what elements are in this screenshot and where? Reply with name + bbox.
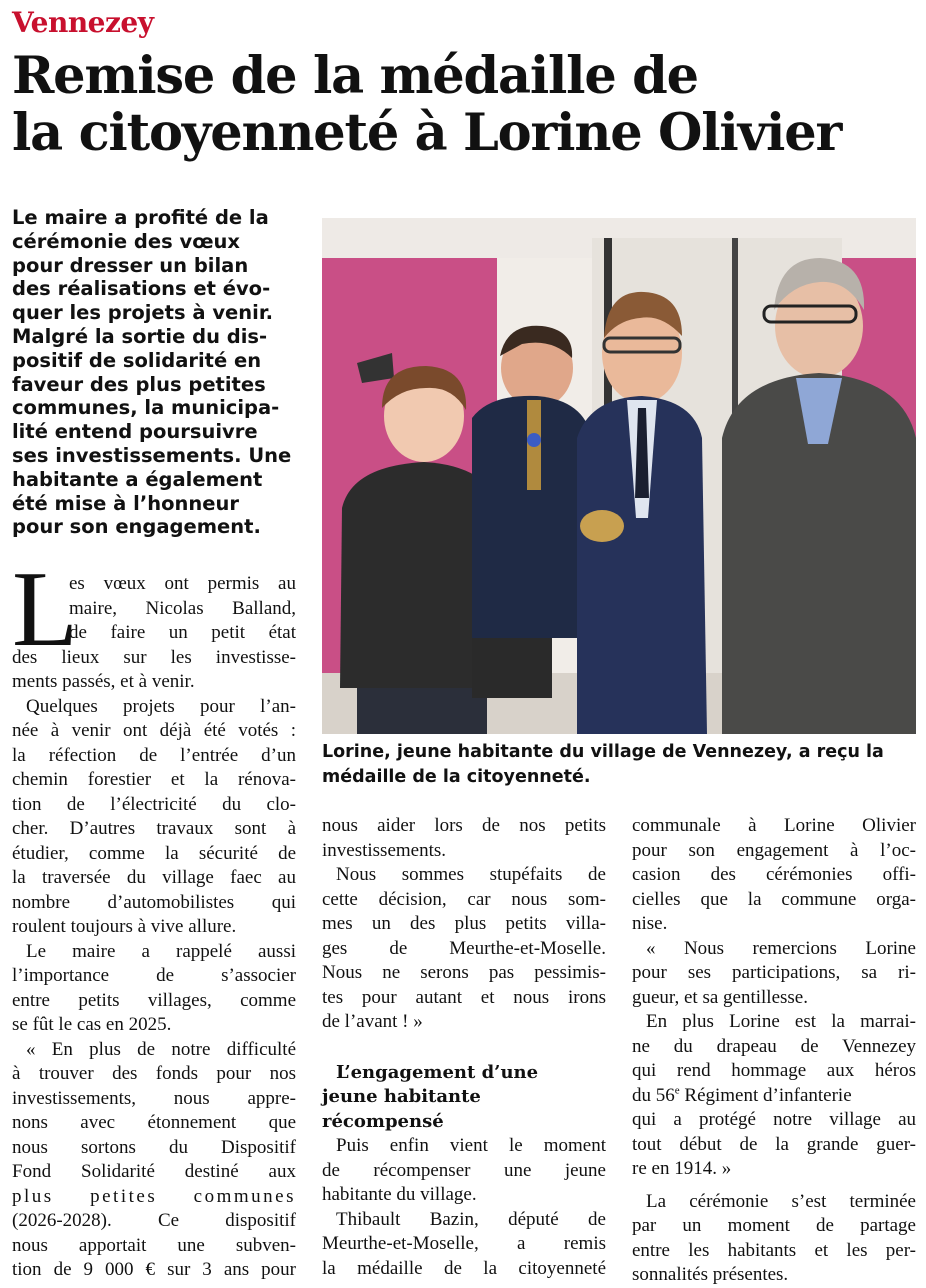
lead-line: été mise à l’honneur: [12, 491, 239, 515]
body-line: pour son engagement à l’oc-: [632, 839, 916, 861]
body-line: qui a protégé notre village au: [632, 1109, 916, 1130]
regiment-number: du 56: [632, 1084, 675, 1106]
body-line: tion de l’électricité du clo-: [12, 793, 296, 815]
body-line: chemin forestier et la rénova-: [12, 769, 296, 790]
ceremony-photo-illustration: [322, 218, 916, 734]
body-line: entre petits villages, comme: [12, 989, 296, 1011]
body-line: tion de 9 000 € sur 3 ans pour: [12, 1259, 296, 1280]
body-line: gueur, et sa gentillesse.: [632, 986, 808, 1008]
lead-line: Le maire a profité de la: [12, 206, 269, 229]
lead-line: faveur des plus petites: [12, 372, 266, 396]
headline-line: Remise de la médaille de: [12, 46, 698, 106]
body-line: de récompenser une jeune: [322, 1159, 606, 1181]
lead-line: Malgré la sortie du dis-: [12, 324, 268, 348]
body-line: ne du drapeau de Vennezey: [632, 1035, 916, 1057]
body-line: communale à Lorine Olivier: [632, 815, 916, 836]
body-line: entre les habitants et les per-: [632, 1239, 916, 1261]
body-line: En plus Lorine est la marrai-: [646, 1011, 916, 1032]
body-line: nous apportait une subven-: [12, 1234, 296, 1256]
article-photo: [322, 218, 916, 734]
body-column-1: [12, 572, 296, 1283]
body-line: plus petites communes: [12, 1185, 296, 1207]
body-line: investissements.: [322, 839, 447, 861]
headline-line: la citoyenneté à Lorine Olivier: [12, 103, 842, 163]
body-column-2: [322, 814, 606, 1281]
body-line: de l’avant ! »: [322, 1011, 423, 1032]
body-line: (2026-2028). Ce dispositif: [12, 1210, 296, 1231]
drop-cap: L: [12, 550, 78, 669]
lead-line: habitante a également: [12, 467, 263, 491]
subheading-line: récompensé: [322, 1110, 444, 1132]
body-line: nombre d’automobilistes qui: [12, 891, 296, 913]
body-line: la réfection de l’entrée d’un: [12, 744, 296, 766]
subheading-line: L’engagement d’une: [336, 1061, 539, 1083]
body-line: habitante du village.: [322, 1184, 477, 1205]
article-headline: [12, 48, 912, 162]
photo-caption: [322, 740, 912, 790]
body-line: es vœux ont permis au: [69, 573, 296, 594]
body-line: la médaille de la citoyenneté: [322, 1257, 606, 1279]
body-line: Fond Solidarité destiné aux: [12, 1161, 296, 1182]
body-line: Quelques projets pour l’an-: [26, 695, 296, 717]
body-line: [632, 1084, 916, 1109]
lead-line: quer les projets à venir.: [12, 301, 274, 325]
body-line: la traversée du village faec au: [12, 867, 296, 888]
lead-line: lité entend poursuivre: [12, 420, 258, 444]
body-line: ges de Meurthe-et-Moselle.: [322, 937, 606, 959]
ordinal-suffix: e: [674, 1084, 680, 1097]
body-line: cette décision, car nous som-: [322, 888, 606, 910]
body-line: par un moment de partage: [632, 1215, 916, 1236]
body-line: tes pour autant et nous irons: [322, 986, 606, 1008]
body-line: à trouver des fonds pour nos: [12, 1063, 296, 1084]
lead-line: pour dresser un bilan: [12, 253, 249, 277]
body-line: casion des cérémonies offi-: [632, 864, 916, 885]
body-line: Meurthe-et-Moselle, a remis: [322, 1233, 606, 1254]
body-line: se fût le cas en 2025.: [12, 1014, 172, 1035]
lead-line: cérémonie des vœux: [12, 229, 241, 253]
lead-line: ses investissements. Une: [12, 443, 292, 467]
body-line: des lieux sur les investisse-: [12, 646, 296, 668]
article-lead: [12, 206, 298, 539]
body-line: nous aider lors de nos petits: [322, 815, 606, 836]
lead-line: communes, la municipa-: [12, 396, 280, 420]
body-line: « En plus de notre difficulté: [26, 1038, 296, 1060]
caption-line: Lorine, jeune habitante du village de Vennezey, a reçu la: [322, 742, 884, 762]
body-line: ments passés, et à venir.: [12, 671, 195, 692]
body-line: cielles que la commune orga-: [632, 888, 916, 910]
lead-line: positif de solidarité en: [12, 348, 262, 372]
body-column-3: [632, 814, 916, 1288]
section-label: Vennezey: [12, 6, 154, 39]
caption-line: médaille de la citoyenneté.: [322, 767, 591, 787]
body-line: nous sortons du Dispositif: [12, 1136, 296, 1158]
regiment-name: Régiment d’infanterie: [679, 1084, 852, 1106]
body-line: qui rend hommage aux héros: [632, 1060, 916, 1081]
body-line: pour ses participations, sa ri-: [632, 962, 916, 983]
body-line: étudier, comme la sécurité de: [12, 842, 296, 864]
body-line: Puis enfin vient le moment: [336, 1135, 606, 1156]
body-line: Nous sommes stupéfaits de: [336, 864, 606, 885]
lead-line: des réalisations et évo-: [12, 277, 271, 301]
body-line: nons avec étonnement que: [12, 1112, 296, 1133]
body-line: née à venir ont déjà été votés :: [12, 720, 296, 741]
lead-line: pour son engagement.: [12, 515, 261, 539]
body-line: maire, Nicolas Balland,: [69, 597, 296, 619]
body-line: Thibault Bazin, député de: [336, 1208, 606, 1230]
subheading-line: jeune habitante: [322, 1086, 481, 1107]
body-line: cher. D’autres travaux sont à: [12, 818, 296, 839]
body-line: nise.: [632, 913, 668, 934]
body-line: « Nous remercions Lorine: [646, 937, 916, 959]
body-line: de faire un petit état: [69, 622, 296, 643]
body-line: investissements, nous appre-: [12, 1087, 296, 1109]
body-line: Nous ne serons pas pessimis-: [322, 962, 606, 983]
body-line: La cérémonie s’est terminée: [646, 1190, 916, 1212]
body-line: l’importance de s’associer: [12, 965, 296, 986]
body-line: roulent toujours à vive allure.: [12, 916, 237, 937]
body-line: Le maire a rappelé aussi: [26, 940, 296, 962]
body-line: mes un des plus petits villa-: [322, 913, 606, 934]
body-line: tout début de la grande guer-: [632, 1133, 916, 1155]
body-line: re en 1914. »: [632, 1158, 732, 1179]
body-line: sonnalités présentes.: [632, 1264, 789, 1285]
